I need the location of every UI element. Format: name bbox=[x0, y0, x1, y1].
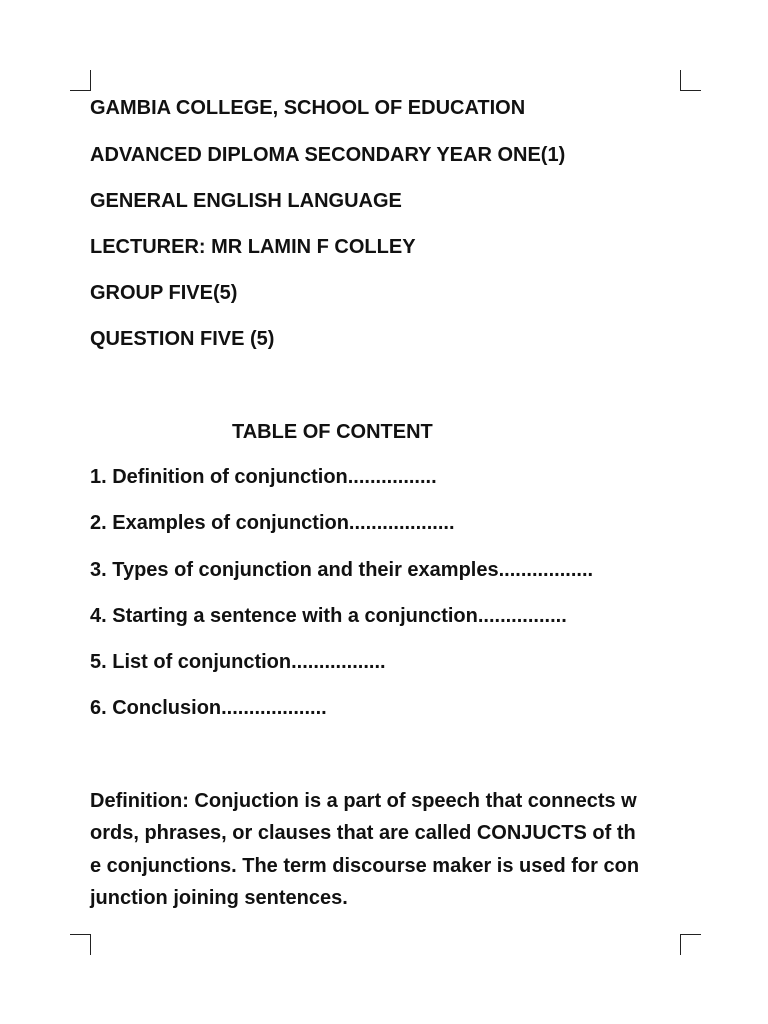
crop-mark-bottom-right bbox=[680, 934, 701, 955]
toc-item: 5. List of conjunction................. bbox=[90, 651, 386, 673]
toc-item: 3. Types of conjunction and their examples................. bbox=[90, 559, 594, 581]
header-lecturer: LECTURER: MR LAMIN F COLLEY bbox=[90, 236, 416, 258]
crop-mark-top-left bbox=[70, 70, 91, 91]
header-group: GROUP FIVE(5) bbox=[90, 282, 238, 304]
crop-mark-bottom-left bbox=[70, 934, 91, 955]
header-program: ADVANCED DIPLOMA SECONDARY YEAR ONE(1) bbox=[90, 144, 566, 166]
definition-line: ords, phrases, or clauses that are called CONJUCTS of th bbox=[90, 822, 636, 844]
definition-line: junction joining sentences. bbox=[90, 887, 348, 909]
definition-line: e conjunctions. The term discourse maker is used for con bbox=[90, 855, 640, 877]
toc-title: TABLE OF CONTENT bbox=[232, 421, 433, 443]
toc-item: 2. Examples of conjunction................... bbox=[90, 512, 455, 534]
header-course: GENERAL ENGLISH LANGUAGE bbox=[90, 190, 402, 212]
toc-item: 4. Starting a sentence with a conjunction................ bbox=[90, 605, 567, 627]
header-institution: GAMBIA COLLEGE, SCHOOL OF EDUCATION bbox=[90, 97, 526, 119]
toc-item: 1. Definition of conjunction................ bbox=[90, 466, 437, 488]
definition-line: Definition: Conjuction is a part of speech that connects w bbox=[90, 790, 637, 812]
toc-item: 6. Conclusion................... bbox=[90, 697, 327, 719]
crop-mark-top-right bbox=[680, 70, 701, 91]
header-question: QUESTION FIVE (5) bbox=[90, 328, 275, 350]
